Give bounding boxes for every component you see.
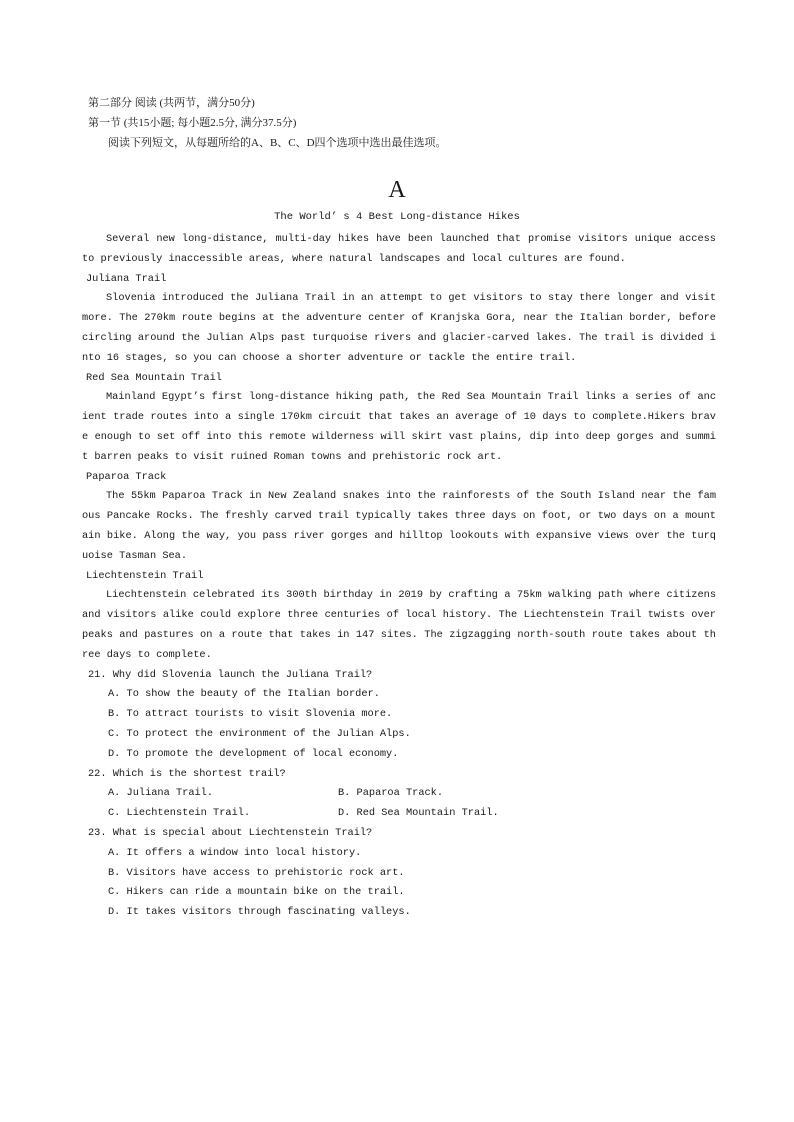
- question-21-option-a: A. To show the beauty of the Italian border.: [108, 688, 380, 701]
- section-heading: 第一节 (共15小题; 每小题2.5分, 满分37.5分): [88, 117, 297, 129]
- part-heading: 第二部分 阅读 (共两节，满分50分): [88, 97, 255, 109]
- question-22-options-row-2: [82, 804, 716, 824]
- passage-letter: A: [388, 177, 406, 203]
- question-22-option-d: D. Red Sea Mountain Trail.: [338, 807, 499, 820]
- trail-paragraph: Mainland Egypt’s first long-distance hiking path, the Red Sea Mountain Trail links a series of ancient trade routes into a single 170km circuit that takes an average of 10 days to complete.Hikers brave enough to set off into this remote wilderness will skirt vast plains, dip into deep gorges and summit barren peaks to visit ruined Roman towns and prehistoric rock art.: [82, 391, 716, 463]
- question-21-option-b: B. To attract tourists to visit Slovenia more.: [108, 708, 393, 721]
- trail-paragraph: Slovenia introduced the Juliana Trail in an attempt to get visitors to stay there longer and visit more. The 270km route begins at the adventure center of Kranjska Gora, near the Italian border, before circling around the Julian Alps past turquoise rivers and glacier-carved lakes. The trail is divided into 16 stages, so you can choose a shorter adventure or tackle the entire trail.: [82, 292, 716, 364]
- question-23-stem: 23. What is special about Liechtenstein Trail?: [88, 826, 373, 839]
- instruction-text: 阅读下列短文，从每题所给的A、B、C、D四个选项中选出最佳选项。: [108, 137, 447, 149]
- passage-title: The World’ s 4 Best Long-distance Hikes: [274, 211, 520, 223]
- question-23-option-d: D. It takes visitors through fascinating valleys.: [108, 906, 411, 919]
- question-21-stem: 21. Why did Slovenia launch the Juliana Trail?: [88, 668, 373, 681]
- question-23-option-b: B. Visitors have access to prehistoric rock art.: [108, 866, 405, 879]
- question-21-option-d: D. To promote the development of local economy.: [108, 747, 399, 760]
- question-23-option-c: C. Hikers can ride a mountain bike on the trail.: [108, 886, 405, 899]
- trail-heading: Liechtenstein Trail: [86, 569, 204, 582]
- trail-paragraph: Liechtenstein celebrated its 300th birthday in 2019 by crafting a 75km walking path where citizens and visitors alike could explore three centuries of local history. The Liechtenstein Trail twists over peaks and pastures on a route that takes in 147 sites. The zigzagging north-south route takes about three days to complete.: [82, 589, 716, 661]
- question-22-option-c: C. Liechtenstein Trail.: [108, 807, 251, 820]
- question-21-option-c: C. To protect the environment of the Julian Alps.: [108, 727, 411, 740]
- trail-heading: Juliana Trail: [86, 272, 167, 285]
- trail-paragraph: The 55km Paparoa Track in New Zealand snakes into the rainforests of the South Island near the famous Pancake Rocks. The freshly carved trail typically takes three days on foot, or two days on a mountain bike. Along the way, you pass river gorges and hilltop lookouts with expansive views over the turquoise Tasman Sea.: [82, 490, 716, 562]
- passage-body: [82, 230, 716, 923]
- question-22-options-row-1: [82, 784, 716, 804]
- passage-intro: Several new long-distance, multi-day hikes have been launched that promise visitors unique access to previously inaccessible areas, where natural landscapes and local cultures are found.: [82, 233, 716, 265]
- question-22-option-a: A. Juliana Trail.: [108, 787, 214, 800]
- question-22-option-b: B. Paparoa Track.: [338, 787, 444, 800]
- question-22-stem: 22. Which is the shortest trail?: [88, 767, 286, 780]
- question-23-option-a: A. It offers a window into local history.: [108, 846, 362, 859]
- trail-heading: Red Sea Mountain Trail: [86, 371, 222, 384]
- trail-heading: Paparoa Track: [86, 470, 167, 483]
